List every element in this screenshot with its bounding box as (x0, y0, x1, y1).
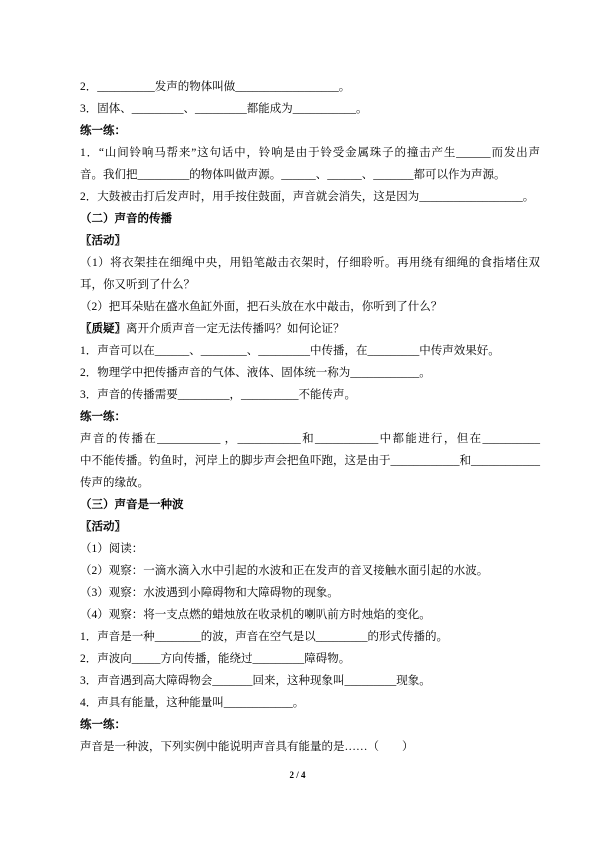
practice-question: 2．大鼓被击打后发声时，用手按住鼓面，声音就会消失，这是因为__________________。 (80, 191, 535, 203)
section-heading: （三）声音是一种波 (80, 499, 184, 511)
fill-in-question: 1．声音是一种________的波，声音在空气是以_________的形式传播的。 (80, 631, 448, 643)
fill-in-question: 1．声音可以在______、________、_________中传播，在_________中传声效果好。 (80, 345, 500, 357)
practice-label: 练一练： (80, 411, 126, 423)
fill-in-question: 3．固体、_________、_________都能成为___________。 (80, 103, 368, 115)
practice-label: 练一练： (80, 125, 126, 137)
practice-paragraph-line: 中不能传播。钓鱼时，河岸上的脚步声会把鱼吓跑，这是由于____________和____________ (80, 455, 540, 467)
practice-question: 声音是一种波，下列实例中能说明声音具有能量的是……（ ） (80, 741, 414, 753)
activity-item: （2）观察：一滴水滴入水中引起的水波和正在发声的音叉接触水面引起的水波。 (80, 565, 489, 577)
activity-item: （4）观察：将一支点燃的蜡烛放在收录机的喇叭前方时烛焰的变化。 (80, 609, 431, 621)
fill-in-question: 2．__________发声的物体叫做__________________。 (80, 81, 351, 93)
challenge-prompt (80, 318, 540, 340)
worksheet-page (80, 76, 540, 758)
activity-item: （1）阅读： (80, 543, 144, 555)
practice-question: 1．“山间铃响马帮来”这句话中，铃响是由于铃受金属珠子的撞击产生______而发出声 (80, 147, 540, 159)
activity-item: （1）将衣架挂在细绳中央，用铅笔敲击衣架时，仔细聆听。再用绕有细绳的食指堵住双 (80, 257, 540, 269)
practice-paragraph-line: 传声的缘故。 (80, 477, 149, 489)
challenge-label: 〖质疑〗 (80, 323, 126, 335)
section-heading: （二）声音的传播 (80, 213, 172, 225)
activity-item: （3）观察：水波遇到小障碍物和大障碍物的现象。 (80, 587, 339, 599)
activity-item: （2）把耳朵贴在盛水鱼缸外面，把石头放在水中敲击，你听到了什么？ (80, 301, 443, 313)
activity-label: 〖活动〗 (80, 235, 126, 247)
practice-question-continued: 音。我们把_________的物体叫做声源。______、______、_______都可以作为声源。 (80, 169, 506, 181)
fill-in-question: 3．声音遇到高大障碍物会_______回来，这种现象叫_________现象。 (80, 675, 431, 687)
fill-in-question: 4．声具有能量，这种能量叫____________。 (80, 697, 305, 709)
fill-in-question: 2．声波向_____方向传播，能绕过_________障碍物。 (80, 653, 351, 665)
challenge-text: 离开介质声音一定无法传播吗？如何论证？ (126, 323, 345, 335)
practice-label: 练一练： (80, 719, 126, 731)
page-number: 2 / 4 (289, 770, 306, 780)
activity-item-continued: 耳，你又听到了什么？ (80, 279, 195, 291)
activity-label: 〖活动〗 (80, 521, 126, 533)
fill-in-question: 2．物理学中把传播声音的气体、液体、固体统一称为____________。 (80, 367, 431, 379)
practice-paragraph-line: 声音的传播在___________ ，___________和___________中都能进行，但在__________ (80, 433, 540, 445)
fill-in-question: 3．声音的传播需要_________，__________不能传声。 (80, 389, 356, 401)
